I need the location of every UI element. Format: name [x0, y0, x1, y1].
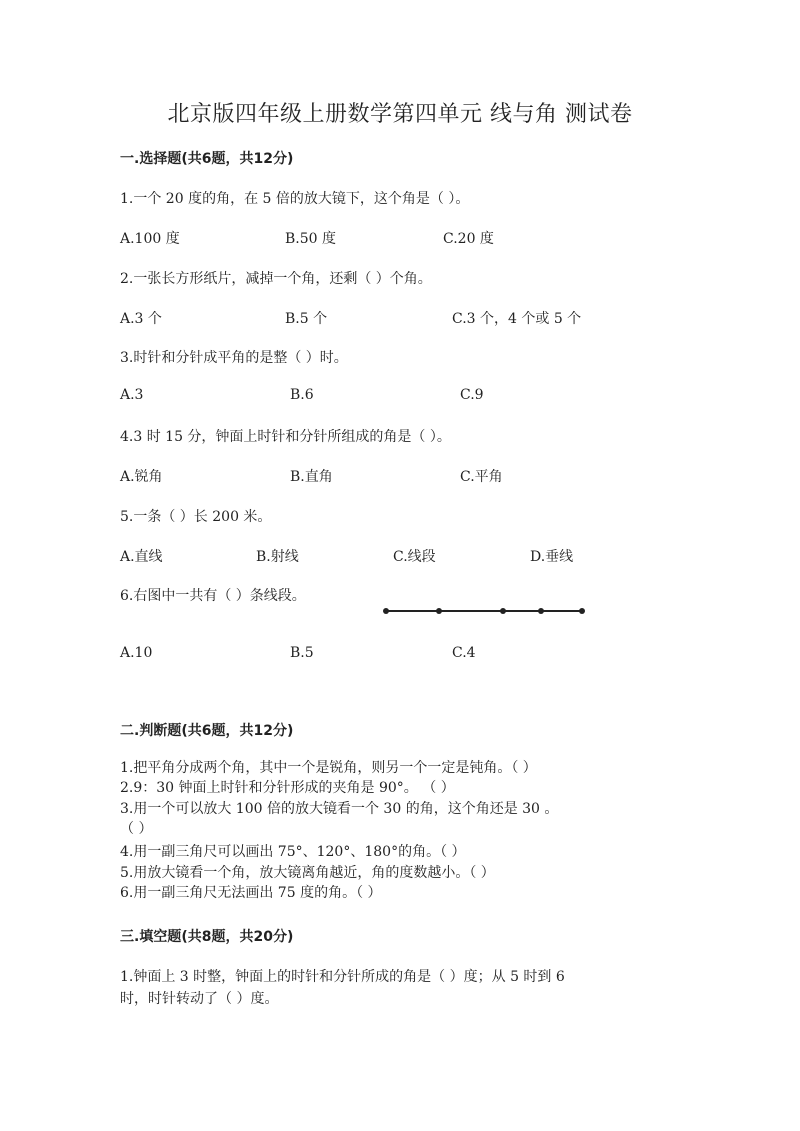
option-6b: B.5	[290, 645, 314, 661]
option-5b: B.射线	[256, 549, 299, 565]
option-5d: D.垂线	[530, 549, 574, 565]
segment-point	[579, 608, 585, 614]
option-5a: A.直线	[120, 549, 163, 565]
question-3: 3.时针和分针成平角的是整（ ）时。	[120, 350, 348, 366]
option-3c: C.9	[460, 387, 484, 403]
judge-item-4: 4.用一副三角尺可以画出 75°、120°、180°的角。（ ）	[120, 844, 466, 860]
option-4a: A.锐角	[120, 469, 163, 485]
question-5: 5.一条（ ）长 200 米。	[120, 509, 272, 525]
segment-point	[383, 608, 389, 614]
option-4b: B.直角	[290, 469, 333, 485]
page-title: 北京版四年级上册数学第四单元 线与角 测试卷	[167, 102, 633, 127]
section-heading-choice: 一.选择题(共6题，共12分)	[120, 151, 294, 167]
judge-item-6: 6.用一副三角尺无法画出 75 度的角。（ ）	[120, 885, 382, 901]
question-4: 4.3 时 15 分，钟面上时针和分针所组成的角是（ ）。	[120, 429, 451, 445]
segment-point	[500, 608, 506, 614]
option-1c: C.20 度	[443, 231, 494, 247]
option-3a: A.3	[120, 387, 144, 403]
question-2: 2.一张长方形纸片，减掉一个角，还剩（ ）个角。	[120, 271, 432, 287]
option-2c: C.3 个，4 个或 5 个	[452, 311, 582, 327]
section-heading-judge: 二.判断题(共6题，共12分)	[120, 723, 294, 739]
fill-question-1-line2: 时，时针转动了（ ）度。	[120, 991, 279, 1007]
judge-item-1: 1.把平角分成两个角，其中一个是锐角，则另一个一定是钝角。（ ）	[120, 760, 537, 776]
question-1: 1.一个 20 度的角，在 5 倍的放大镜下，这个角是（ ）。	[120, 191, 470, 207]
segment-point	[436, 608, 442, 614]
option-5c: C.线段	[393, 549, 436, 565]
judge-item-3-blank: （ ）	[120, 821, 153, 837]
fill-question-1-line1: 1.钟面上 3 时整，钟面上的时针和分针所成的角是（ ）度；从 5 时到 6	[120, 969, 565, 985]
option-2b: B.5 个	[285, 311, 328, 327]
option-1a: A.100 度	[120, 231, 180, 247]
question-6: 6.右图中一共有（ ）条线段。	[120, 588, 306, 604]
option-6a: A.10	[120, 645, 153, 661]
option-3b: B.6	[290, 387, 314, 403]
option-6c: C.4	[452, 645, 476, 661]
section-heading-fill: 三.填空题(共8题，共20分)	[120, 929, 294, 945]
judge-item-2: 2.9：30 钟面上时针和分针形成的夹角是 90°。 （ ）	[120, 780, 455, 796]
option-2a: A.3 个	[120, 311, 162, 327]
judge-item-3: 3.用一个可以放大 100 倍的放大镜看一个 30 的角，这个角还是 30 。	[120, 801, 559, 817]
option-4c: C.平角	[460, 469, 503, 485]
line-segment-figure	[380, 603, 590, 619]
segment-point	[538, 608, 544, 614]
option-1b: B.50 度	[285, 231, 337, 247]
judge-item-5: 5.用放大镜看一个角，放大镜离角越近，角的度数越小。（ ）	[120, 865, 495, 881]
